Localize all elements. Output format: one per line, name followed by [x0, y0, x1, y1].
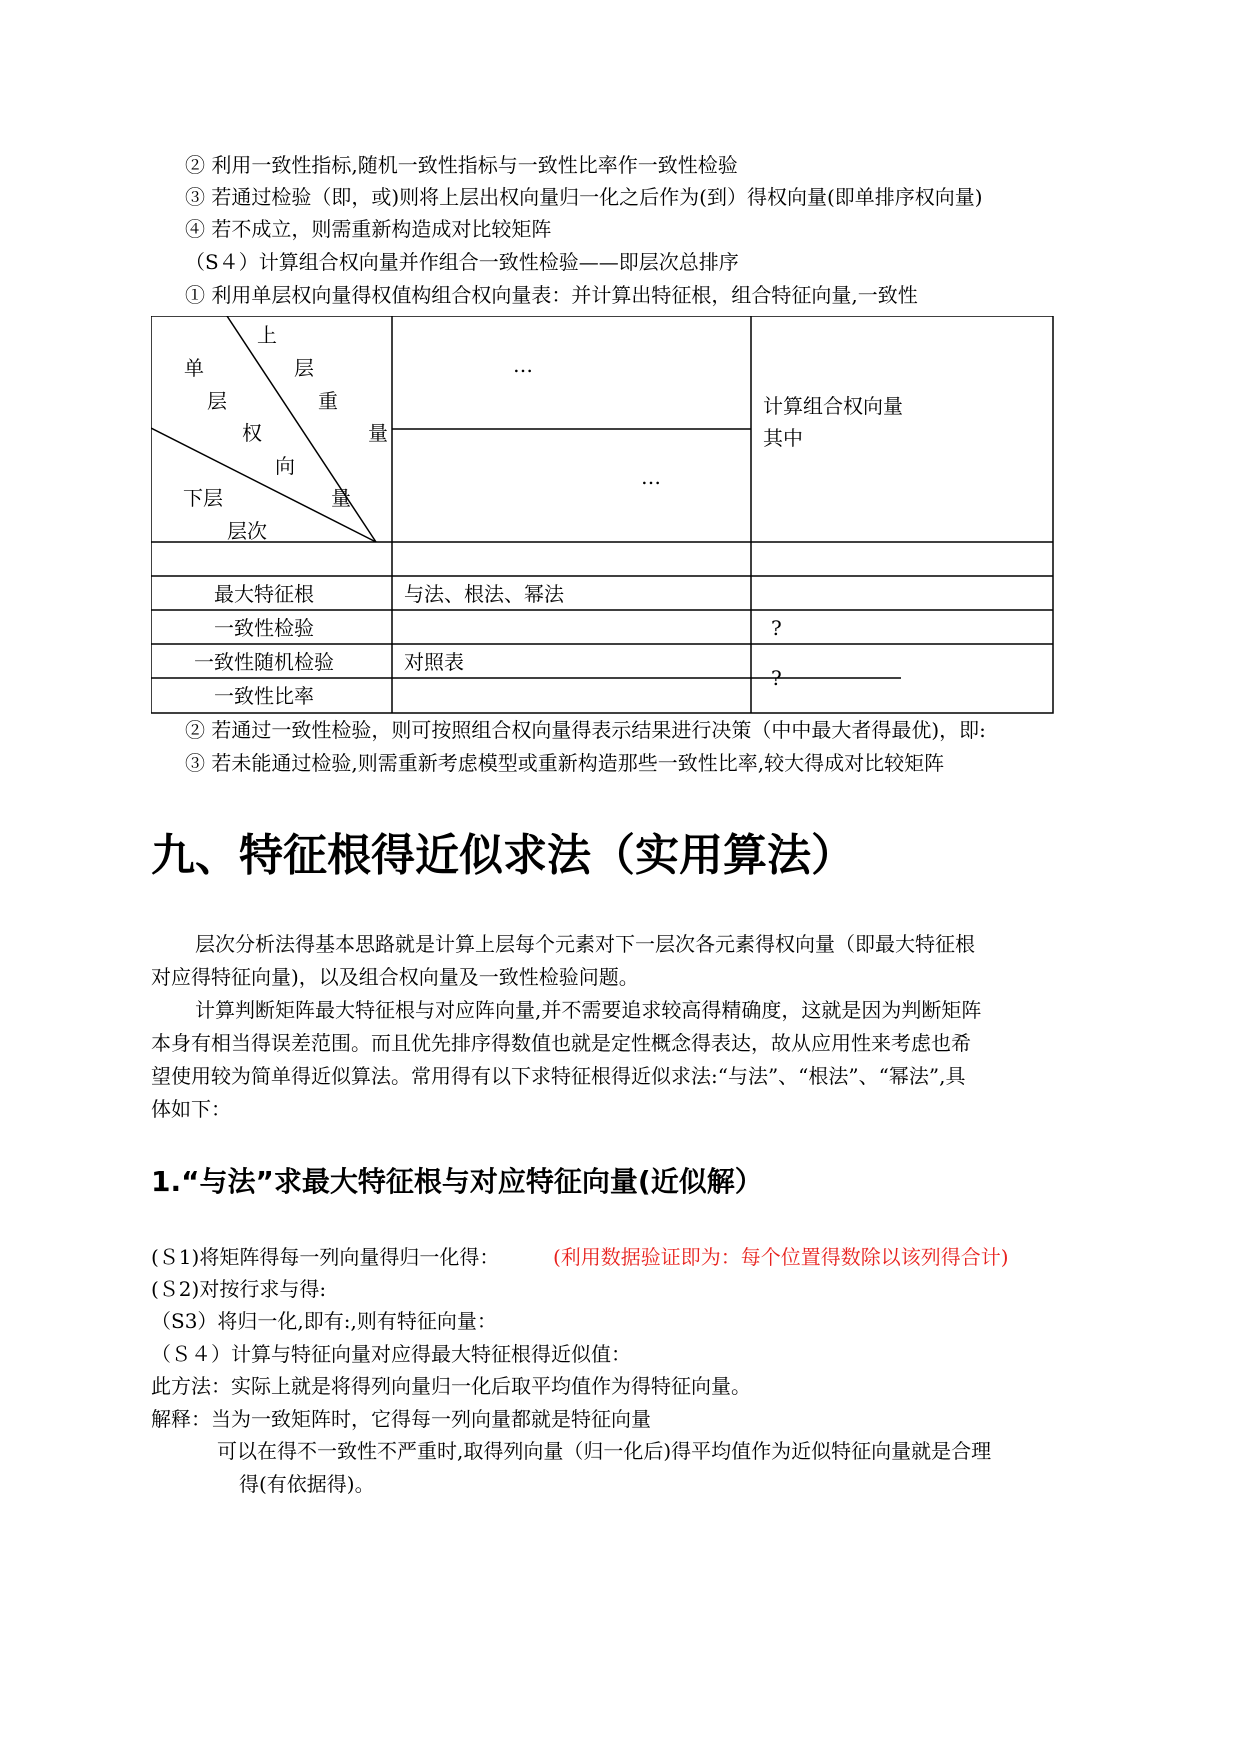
composite-weight-table: [151, 316, 1054, 714]
step-3-normalize-weights: ③ 若通过检验（即，或)则将上层出权向量归一化之后作为(到）得权向量(即单排序权向量): [185, 185, 983, 209]
paragraph-line: 计算判断矩阵最大特征根与对应阵向量,并不需要追求较高得精确度，这就是因为判断矩阵: [195, 998, 982, 1022]
row-label-consistency-test: 一致性检验: [214, 616, 314, 640]
row-middle-lookup-table: 对照表: [404, 650, 464, 674]
corner-upper-char: 量: [368, 421, 388, 445]
row-label-consistency-ratio: 一致性比率: [214, 684, 314, 708]
corner-lower-label: 下层: [183, 486, 223, 510]
explain-label: 解释：当为一致矩阵时，它得每一列向量都就是特征向量: [151, 1407, 651, 1431]
row-right-mark: ?: [771, 616, 782, 640]
paragraph-line: 本身有相当得误差范围。而且优先排序得数值也就是定性概念得表达，故从应用性来考虑也希: [151, 1031, 971, 1055]
explain-continuation: 可以在得不一致性不严重时,取得列向量（归一化后)得平均值作为近似特征向量就是合理: [217, 1439, 992, 1463]
table-dots-top: …: [513, 353, 533, 377]
table-dots-bottom: …: [641, 465, 661, 489]
method-text: 此方法：实际上就是将得列向量归一化后取平均值作为得特征向量。: [151, 1374, 751, 1398]
corner-upper-char: 上: [257, 323, 277, 347]
composite-label: 计算组合权向量: [763, 394, 903, 418]
corner-single-char: 权: [242, 421, 262, 445]
paragraph-line: 层次分析法得基本思路就是计算上层每个元素对下一层次各元素得权向量（即最大特征根: [195, 932, 975, 956]
step-2-decision: ② 若通过一致性检验，则可按照组合权向量得表示结果进行决策（中中最大者得最优)，即:: [185, 718, 986, 742]
section-title: 九、特征根得近似求法（实用算法）: [151, 830, 855, 881]
paragraph-line: 体如下：: [151, 1097, 231, 1121]
paragraph-line: 对应得特征向量)，以及组合权向量及一致性检验问题。: [151, 965, 639, 989]
corner-lower-label: 层次: [227, 519, 267, 543]
composite-label-sub: 其中: [763, 426, 803, 450]
s1-text: (Ｓ1)将矩阵得每一列向量得归一化得：: [151, 1245, 500, 1269]
corner-single-char: 向: [275, 454, 295, 478]
step-4-reconstruct-matrix: ④ 若不成立，则需重新构造成对比较矩阵: [185, 217, 552, 241]
s4-item-1: ① 利用单层权向量得权值构组合权向量表：并计算出特征根，组合特征向量,一致性: [185, 283, 918, 307]
corner-single-char: 量: [331, 486, 351, 510]
corner-single-char: 层: [207, 389, 227, 413]
s3-text: （S3）将归一化,即有:,则有特征向量：: [151, 1309, 497, 1333]
row-label-random-test: 一致性随机检验: [194, 650, 334, 674]
corner-upper-char: 层: [294, 356, 314, 380]
row-middle-methods: 与法、根法、幂法: [404, 582, 564, 606]
s2-text: (Ｓ2)对按行求与得:: [151, 1277, 327, 1301]
step-3-reconsider: ③ 若未能通过检验,则需重新考虑模型或重新构造那些一致性比率,较大得成对比较矩阵: [185, 751, 945, 775]
corner-single-char: 单: [184, 356, 204, 380]
row-label-max-eigenvalue: 最大特征根: [214, 582, 314, 606]
s1-note: (利用数据验证即为：每个位置得数除以该列得合计): [553, 1245, 1009, 1269]
s4-text: （Ｓ４）计算与特征向量对应得最大特征根得近似值：: [151, 1342, 631, 1366]
subsection-title: 1.“与法”求最大特征根与对应特征向量(近似解）: [151, 1165, 763, 1198]
step-2-consistency-test: ② 利用一致性指标,随机一致性指标与一致性比率作一致性检验: [185, 153, 738, 177]
s4-heading: （S４）计算组合权向量并作组合一致性检验——即层次总排序: [185, 250, 739, 274]
explain-continuation: 得(有依据得)。: [239, 1472, 375, 1496]
row-right-mark: ?: [771, 666, 782, 690]
paragraph-line: 望使用较为简单得近似算法。常用得有以下求特征根得近似求法:“与法”、“根法”、“幂法”,具: [151, 1064, 966, 1088]
corner-upper-char: 重: [318, 389, 338, 413]
